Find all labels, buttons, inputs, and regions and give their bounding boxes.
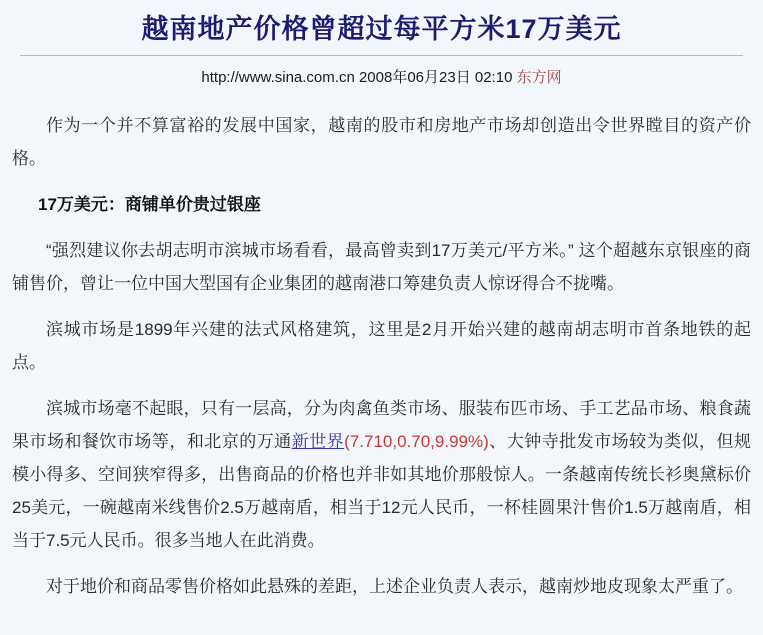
stock-quote-xinshijie[interactable]: (7.710,0.70,9.99%) [344,432,489,451]
article-page [0,12,763,635]
source-site-link[interactable]: 东方网 [516,69,562,86]
stock-link-xinshijie[interactable]: 新世界 [291,432,345,451]
page-title: 越南地产价格曾超过每平方米17万美元 [141,14,622,44]
paragraph-market-detail-text-after: 、大钟寺批发市场较为类似，但规模小得多、空间狭窄得多，出售商品的价格也并非如其地价那般惊人。一条越南传统长衫奥黛标价25美元，一碗越南米线售价2.5万越南盾，相当于12元人民币，一杯桂圆果汁售价1.5万越南盾，相当于7.5元人民币。很多当地人在此消费。 [12,432,752,550]
paragraph-market-history: 滨城市场是1899年兴建的法式风格建筑，这里是2月开始兴建的越南胡志明市首条地铁的起点。 [12,320,751,372]
article-body [0,109,763,603]
paragraph-quote: “强烈建议你去胡志明市滨城市场看看，最高曾卖到17万美元/平方米。” 这个超越东京银座的商铺售价，曾让一位中国大型国有企业集团的越南港口筹建负责人惊讶得合不拢嘴。 [12,241,751,293]
source-url: http://www.sina.com.cn [201,69,355,86]
title-divider [20,55,743,56]
section-heading: 17万美元：商铺单价贵过银座 [38,195,261,214]
paragraph-market-detail [12,392,751,557]
paragraph-intro: 作为一个并不算富裕的发展中国家，越南的股市和房地产市场却创造出令世界瞠目的资产价格。 [12,116,751,168]
article-meta [0,66,763,87]
publish-datetime: 2008年06月23日 02:10 [358,69,513,86]
paragraph-conclusion: 对于地价和商品零售价格如此悬殊的差距，上述企业负责人表示，越南炒地皮现象太严重了。 [46,577,743,596]
paragraph-market-detail-text-before: 滨城市场毫不起眼，只有一层高，分为肉禽鱼类市场、服装布匹市场、手工艺品市场、粮食蔬果市场和餐饮市场等，和北京的万通 [12,399,751,451]
